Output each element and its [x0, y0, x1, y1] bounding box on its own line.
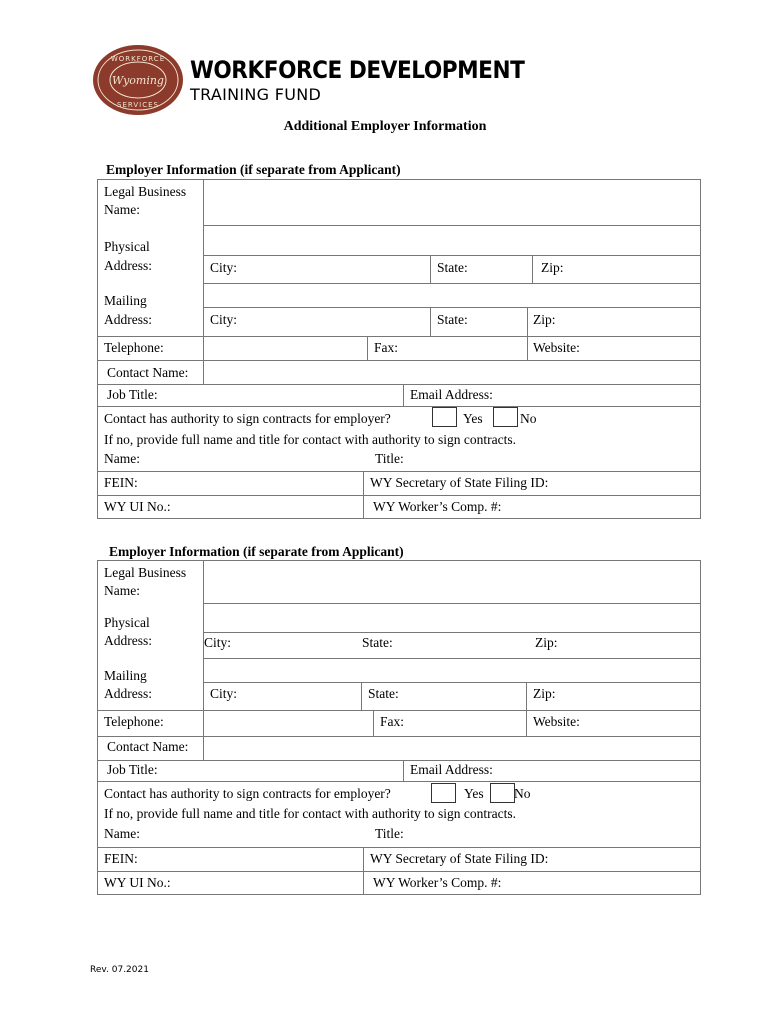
- label-city-2b: City:: [210, 686, 238, 701]
- label-city-1a: City:: [210, 260, 238, 275]
- authority-note-2: If no, provide full name and title for contact with authority to sign contracts.: [104, 806, 517, 821]
- section-heading-2: Employer Information (if separate from Applicant): [109, 544, 404, 559]
- label-job-title-1: Job Title:: [107, 387, 158, 402]
- label-physical-2: Physical: [104, 615, 150, 630]
- label-state-2b: State:: [368, 686, 399, 701]
- contact-name-field-1[interactable]: [204, 361, 700, 384]
- label-fax-1: Fax:: [374, 340, 399, 355]
- label-name-1: Name:: [104, 202, 140, 217]
- label-physical-1: Physical: [104, 239, 150, 254]
- mailing-address-field-2[interactable]: [204, 659, 700, 682]
- label-signer-name-1: Name:: [104, 451, 140, 466]
- label-fax-2: Fax:: [380, 714, 405, 729]
- label-physical-address-2: Address:: [104, 633, 152, 648]
- label-zip-1a: Zip:: [541, 260, 564, 275]
- org-name-line1: WORKFORCE DEVELOPMENT: [190, 56, 525, 84]
- contact-name-field-2[interactable]: [204, 737, 700, 760]
- label-website-2: Website:: [533, 714, 580, 729]
- label-no-1: No: [520, 411, 537, 426]
- logo-seal: [92, 44, 184, 116]
- label-contact-name-1: Contact Name:: [107, 365, 189, 380]
- label-email-2: Email Address:: [410, 762, 493, 777]
- label-zip-2a: Zip:: [535, 635, 558, 650]
- physical-address-field-2[interactable]: [204, 604, 700, 632]
- authority-note-1: If no, provide full name and title for contact with authority to sign contracts.: [104, 432, 517, 447]
- label-workers-comp-1: WY Worker’s Comp. #:: [373, 499, 502, 514]
- label-fein-1: FEIN:: [104, 475, 138, 490]
- label-contact-name-2: Contact Name:: [107, 739, 189, 754]
- mailing-address-field-1[interactable]: [204, 284, 700, 307]
- label-telephone-2: Telephone:: [104, 714, 164, 729]
- yes-checkbox-2[interactable]: [431, 783, 456, 803]
- org-name-line2: TRAINING FUND: [190, 85, 322, 104]
- label-state-1b: State:: [437, 312, 468, 327]
- label-website-1: Website:: [533, 340, 580, 355]
- legal-business-name-field-2[interactable]: [204, 561, 700, 603]
- legal-business-name-field-1[interactable]: [204, 180, 700, 225]
- label-legal-business-1: Legal Business: [104, 184, 187, 199]
- label-workers-comp-2: WY Worker’s Comp. #:: [373, 875, 502, 890]
- label-yes-2: Yes: [464, 786, 484, 801]
- label-telephone-1: Telephone:: [104, 340, 164, 355]
- logo: [92, 44, 184, 116]
- label-legal-business-2: Legal Business: [104, 565, 187, 580]
- no-checkbox-2[interactable]: [490, 783, 515, 803]
- label-mailing-1: Mailing: [104, 293, 147, 308]
- label-signer-title-2: Title:: [375, 826, 404, 841]
- label-signer-title-1: Title:: [375, 451, 404, 466]
- authority-question-2: Contact has authority to sign contracts for employer?: [104, 786, 391, 801]
- label-state-1a: State:: [437, 260, 468, 275]
- label-signer-name-2: Name:: [104, 826, 140, 841]
- section-heading-1: Employer Information (if separate from Applicant): [106, 162, 401, 177]
- label-ui-no-1: WY UI No.:: [104, 499, 171, 514]
- label-fein-2: FEIN:: [104, 851, 138, 866]
- no-checkbox-1[interactable]: [493, 407, 518, 427]
- label-mailing-address-1: Address:: [104, 312, 152, 327]
- label-yes-1: Yes: [463, 411, 483, 426]
- svg-text:Wyoming: Wyoming: [112, 74, 164, 87]
- page-title: Additional Employer Information: [283, 119, 487, 134]
- physical-address-field-1[interactable]: [204, 226, 700, 255]
- label-email-1: Email Address:: [410, 387, 493, 402]
- label-job-title-2: Job Title:: [107, 762, 158, 777]
- authority-question-1: Contact has authority to sign contracts for employer?: [104, 411, 391, 426]
- revision-footer: Rev. 07.2021: [90, 965, 149, 975]
- label-ui-no-2: WY UI No.:: [104, 875, 171, 890]
- svg-text:WORKFORCE: WORKFORCE: [110, 55, 166, 63]
- label-sos-id-1: WY Secretary of State Filing ID:: [370, 475, 549, 490]
- label-state-2a: State:: [362, 635, 393, 650]
- label-city-2a: City:: [204, 635, 232, 650]
- yes-checkbox-1[interactable]: [432, 407, 457, 427]
- label-mailing-2: Mailing: [104, 668, 147, 683]
- label-mailing-address-2: Address:: [104, 686, 152, 701]
- label-physical-address-1: Address:: [104, 258, 152, 273]
- label-name-2: Name:: [104, 583, 140, 598]
- label-city-1b: City:: [210, 312, 238, 327]
- svg-text:SERVICES: SERVICES: [117, 101, 159, 109]
- label-sos-id-2: WY Secretary of State Filing ID:: [370, 851, 549, 866]
- label-zip-2b: Zip:: [533, 686, 556, 701]
- label-no-2: No: [514, 786, 531, 801]
- label-zip-1b: Zip:: [533, 312, 556, 327]
